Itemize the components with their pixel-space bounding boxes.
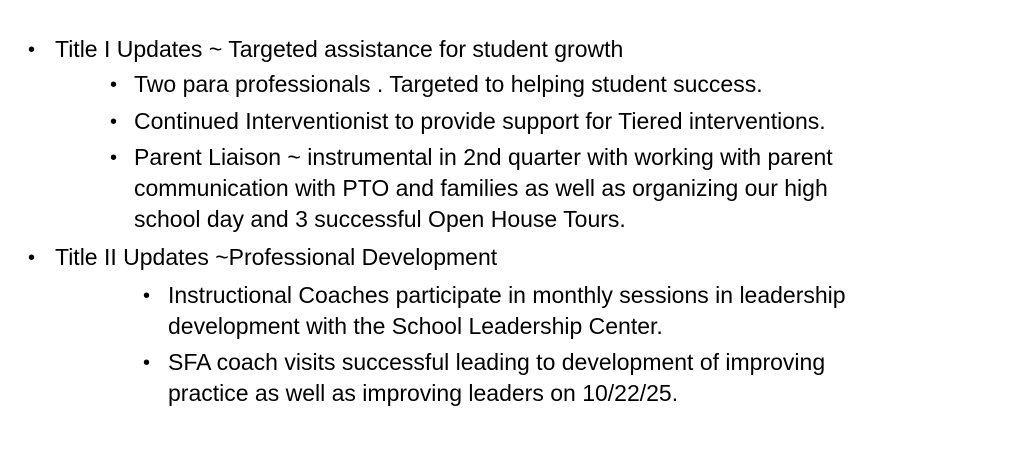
- item-line: Two para professionals . Targeted to helping student success.: [134, 71, 763, 97]
- item-line: Parent Liaison ~ instrumental in 2nd quarter with working with parent: [134, 144, 833, 170]
- item-line: Instructional Coaches participate in monthly sessions in leadership: [168, 282, 846, 308]
- bullet-marker: •: [28, 39, 36, 61]
- bullet-marker: •: [143, 285, 151, 307]
- item-line: school day and 3 successful Open House Tours.: [134, 206, 626, 232]
- bullet-marker: •: [28, 247, 36, 269]
- list-item-parent-liaison: [134, 142, 833, 235]
- bullet-marker: •: [110, 74, 118, 96]
- bullet-marker: •: [110, 111, 118, 133]
- heading-line: Title II Updates ~Professional Development: [55, 244, 498, 270]
- list-item-interventionist: [134, 106, 826, 137]
- item-line: practice as well as improving leaders on 10/22/25.: [168, 380, 679, 406]
- bullet-marker: •: [110, 147, 118, 169]
- item-line: communication with PTO and families as well as organizing our high: [134, 175, 828, 201]
- list-item-sfa-coach: [168, 347, 825, 409]
- heading-line: Title I Updates ~ Targeted assistance for student growth: [55, 36, 624, 62]
- item-line: Continued Interventionist to provide support for Tiered interventions.: [134, 108, 826, 134]
- section-heading-title-i: [55, 34, 623, 65]
- list-item-instructional-coaches: [168, 280, 846, 342]
- item-line: development with the School Leadership Center.: [168, 313, 663, 339]
- bullet-marker: •: [143, 352, 151, 374]
- section-heading-title-ii: [55, 242, 497, 273]
- list-item-para-professionals: [134, 69, 763, 100]
- item-line: SFA coach visits successful leading to development of improving: [168, 349, 826, 375]
